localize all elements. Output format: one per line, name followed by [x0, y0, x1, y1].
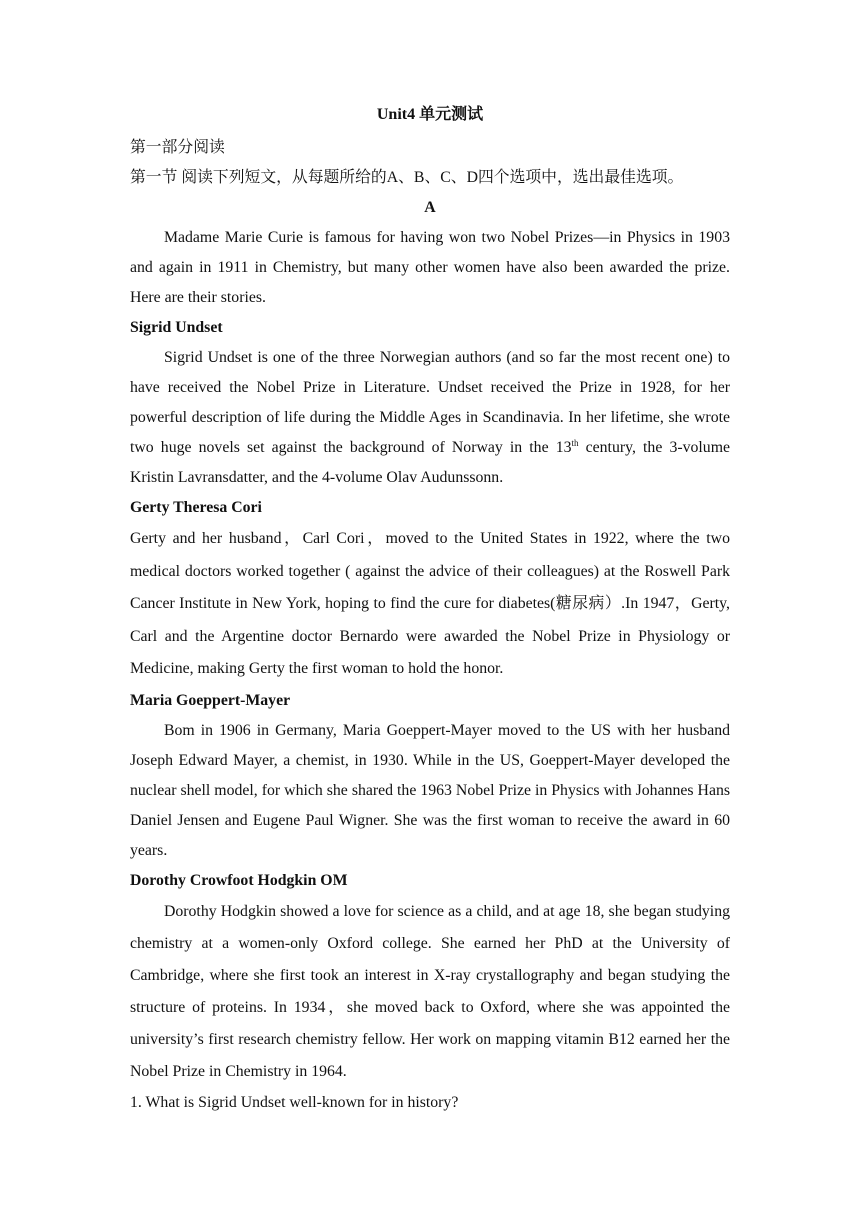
section-heading-goeppert-mayer: Maria Goeppert-Mayer	[130, 691, 291, 709]
part-label: 第一部分阅读	[130, 139, 225, 156]
question-1: 1. What is Sigrid Undset well-known for in history?	[130, 1093, 459, 1111]
section-instruction: 第一节 阅读下列短文，从每题所给的A、B、C、D四个选项中，选出最佳选项。	[130, 169, 684, 186]
document-page	[130, 100, 730, 1118]
section-text-goeppert-mayer: Bom in 1906 in Germany, Maria Goeppert-Mayer moved to the US with her husband Joseph Edward Mayer, a chemist, in 1930. While in the US, Goeppert-Mayer developed the nuclear shell model, for which she shared the 1963 Nobel Prize in Physics with Johannes Hans Daniel Jensen and Eugene Paul Wigner. She was the first woman to receive the award in 60 years.	[130, 721, 730, 859]
ordinal-suffix: th	[571, 438, 579, 448]
passage-intro: Madame Marie Curie is famous for having won two Nobel Prizes—in Physics in 1903 and again in 1911 in Chemistry, but many other women have also been awarded the prize. Here are their stories.	[130, 229, 730, 306]
page-title: Unit4 单元测试	[376, 106, 484, 123]
section-heading-hodgkin: Dorothy Crowfoot Hodgkin OM	[130, 871, 348, 889]
section-heading-cori: Gerty Theresa Cori	[130, 499, 262, 516]
section-text-cori: Gerty and her husband，Carl Cori，moved to the United States in 1922, where the two medical doctors worked together ( against the advice of their colleagues) at the Roswell Park Cancer Institute in New York, hoping to find the cure for diabetes(糖尿病）.In 1947，Gerty, Carl and the Argentine doctor Bernardo were awarded the Nobel Prize in Physiology or Medicine, making Gerty the first woman to hold the honor.	[130, 530, 730, 677]
undset-text-part2: century, the 3-volume Kristin Lavransdatter, and the 4-volume Olav Audunssonn.	[130, 439, 730, 486]
undset-text-part1: Sigrid Undset is one of the three Norwegian authors (and so far the most recent one) to have received the Nobel Prize in Literature. Undset received the Prize in 1928, for her powerful description of life during the Middle Ages in Scandinavia. In her lifetime, she wrote two huge novels set against the background of Norway in the 13	[130, 349, 730, 456]
section-text-hodgkin: Dorothy Hodgkin showed a love for science as a child, and at age 18, she began studying chemistry at a women-only Oxford college. She earned her PhD at the University of Cambridge, where she first took an interest in X-ray crystallography and began studying the structure of proteins. In 1934，she moved back to Oxford, where she was appointed the university’s first research chemistry fellow. Her work on mapping vitamin B12 earned her the Nobel Prize in Chemistry in 1964.	[130, 902, 730, 1080]
section-heading-undset: Sigrid Undset	[130, 319, 223, 336]
passage-label: A	[424, 199, 436, 216]
section-cori	[130, 523, 730, 686]
section-text-undset	[130, 343, 730, 493]
